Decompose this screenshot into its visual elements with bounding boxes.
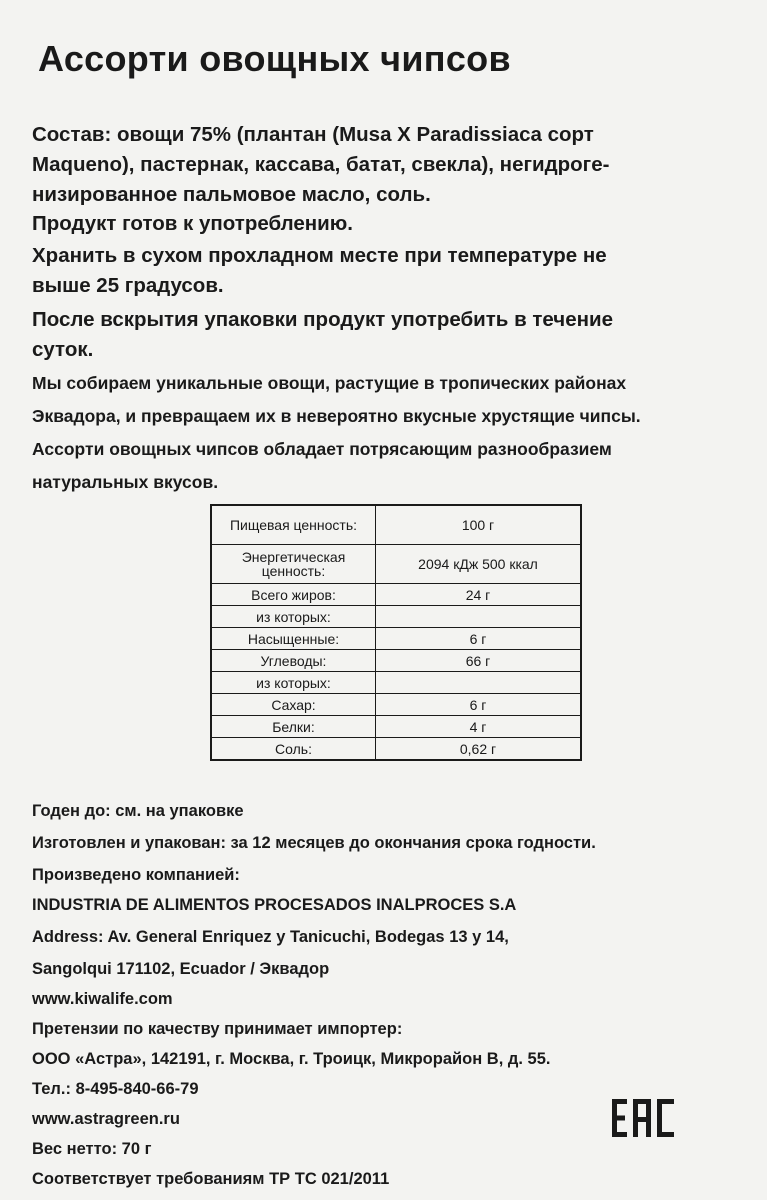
product-title: Ассорти овощных чипсов [38, 38, 511, 79]
producer-name: INDUSTRIA DE ALIMENTOS PROCESADOS INALPROCES S.A [32, 896, 517, 914]
importer-address: ООО «Астра», 142191, г. Москва, г. Троицк, Микрорайон В, д. 55. [32, 1050, 551, 1068]
nutrient-value: 4 г [376, 716, 582, 738]
nutrient-value: 24 г [376, 584, 582, 606]
nutrient-value: 0,62 г [376, 738, 582, 761]
nutrient-label: Углеводы: [211, 650, 376, 672]
nutrient-value: 6 г [376, 628, 582, 650]
eac-mark-icon [611, 1098, 675, 1138]
table-row [211, 672, 581, 694]
description-line: Ассорти овощных чипсов обладает потрясающим разнообразием [32, 439, 612, 459]
net-weight: Вес нетто: 70 г [32, 1140, 152, 1158]
nutrient-label: Сахар: [211, 694, 376, 716]
nutrient-label: из которых: [211, 606, 376, 628]
nutrient-label: Пищевая ценность: [211, 505, 376, 545]
nutrient-label: Белки: [211, 716, 376, 738]
nutrient-value: 100 г [376, 505, 582, 545]
best-before: Годен до: см. на упаковке [32, 802, 244, 820]
description-text [32, 367, 752, 499]
table-row [211, 505, 581, 545]
nutrient-label: из которых: [211, 672, 376, 694]
after-opening-text [32, 305, 752, 365]
description-line: натуральных вкусов. [32, 472, 219, 492]
after-opening-line: суток. [32, 338, 94, 361]
producer-heading: Произведено компанией: [32, 866, 240, 884]
nutrient-label: Соль: [211, 738, 376, 761]
table-row [211, 606, 581, 628]
table-row [211, 694, 581, 716]
table-row [211, 584, 581, 606]
nutrient-value: 2094 кДж 500 ккал [376, 545, 582, 584]
nutrient-label: Всего жиров: [211, 584, 376, 606]
table-row [211, 628, 581, 650]
composition-text [32, 120, 752, 210]
storage-line: выше 25 градусов. [32, 274, 224, 297]
manufactured-date: Изготовлен и упакован: за 12 месяцев до окончания срока годности. [32, 834, 596, 852]
nutrient-value [376, 672, 582, 694]
table-row [211, 650, 581, 672]
description-line: Мы собираем уникальные овощи, растущие в тропических районах [32, 373, 627, 393]
table-row [211, 716, 581, 738]
importer-phone: Тел.: 8-495-840-66-79 [32, 1080, 199, 1098]
description-line: Эквадора, и превращаем их в невероятно вкусные хрустящие чипсы. [32, 406, 641, 426]
nutrition-table [210, 504, 582, 761]
storage-line: Хранить в сухом прохладном месте при температуре не [32, 244, 607, 267]
importer-heading: Претензии по качеству принимает импортер: [32, 1020, 403, 1038]
composition-line: Maqueno), пастернак, кассава, батат, свекла), негидроге- [32, 153, 610, 176]
producer-address-city: Sangolqui 171102, Ecuador / Эквадор [32, 960, 330, 978]
nutrient-value: 6 г [376, 694, 582, 716]
compliance-statement: Соответствует требованиям ТР ТС 021/2011 [32, 1170, 390, 1188]
nutrient-label: Насыщенные: [211, 628, 376, 650]
producer-website: www.kiwalife.com [32, 990, 173, 1008]
nutrient-value: 66 г [376, 650, 582, 672]
table-row [211, 545, 581, 584]
producer-address: Address: Av. General Enriquez y Tanicuchi, Bodegas 13 y 14, [32, 928, 509, 946]
ready-text [32, 209, 752, 239]
composition-line: низированное пальмовое масло, соль. [32, 183, 431, 206]
storage-text [32, 241, 752, 301]
ready-line: Продукт готов к употреблению. [32, 212, 353, 235]
nutrient-value [376, 606, 582, 628]
nutrient-label: Энергетическая ценность: [211, 545, 376, 584]
composition-line: Состав: овощи 75% (плантан (Musa X Paradissiaca сорт [32, 123, 594, 146]
after-opening-line: После вскрытия упаковки продукт употребить в течение [32, 308, 613, 331]
importer-website: www.astragreen.ru [32, 1110, 180, 1128]
table-row [211, 738, 581, 761]
